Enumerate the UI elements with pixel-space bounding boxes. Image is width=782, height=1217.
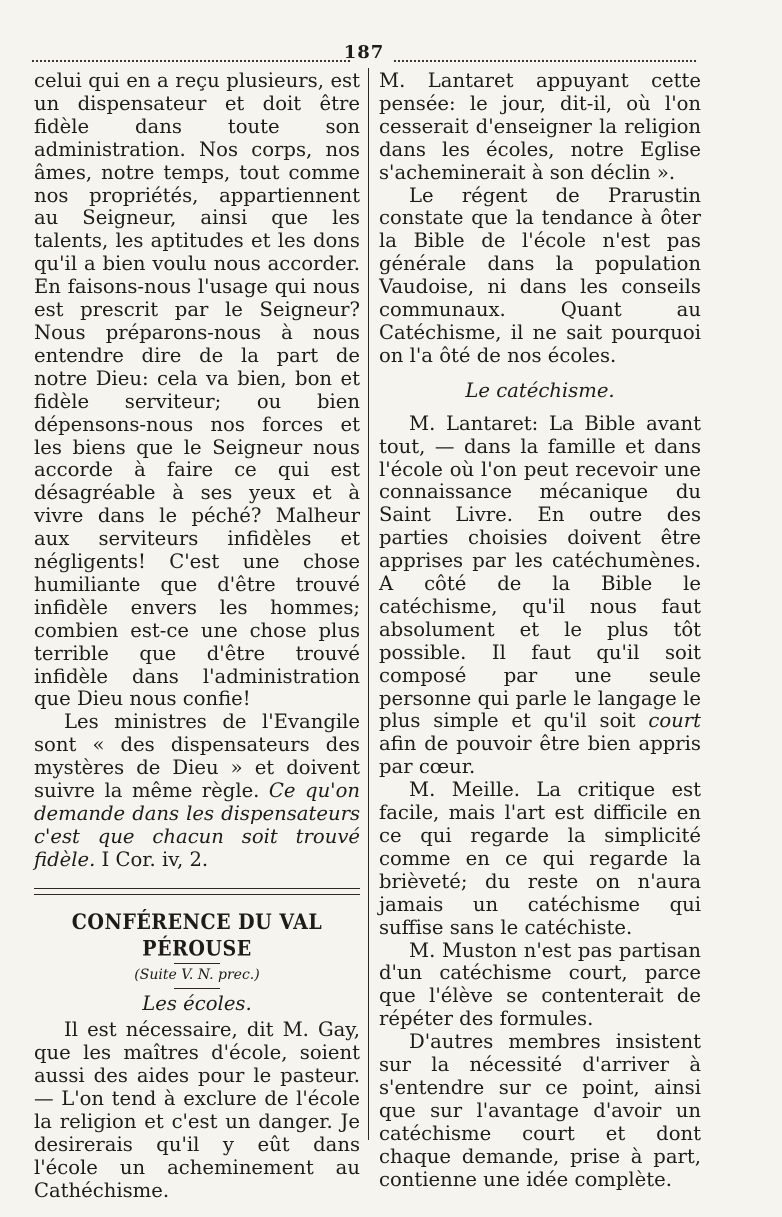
right-column bbox=[379, 70, 701, 1192]
page-number: 187 bbox=[343, 42, 385, 63]
left-column bbox=[34, 70, 360, 1203]
section-rule bbox=[34, 888, 360, 895]
header-ornament-right bbox=[394, 54, 696, 62]
right-paragraph-4: M. Meille. La critique est facile, mais l'art est difficile en ce qui regarde la simplicité comme en ce qui regarde la brièveté; du reste on n'aura jamais un catéchisme qui suffise sans le catéchiste. bbox=[379, 778, 701, 939]
left-paragraph-2-text: Les ministres de l'Evangile sont « des dispensateurs des mystères de Dieu » et doivent suivre la même règle. bbox=[34, 710, 360, 803]
subhead-ecoles: Les écoles. bbox=[142, 991, 252, 1015]
right-paragraph-3-emphasis: court bbox=[648, 709, 701, 733]
subhead-catechisme: Le catéchisme. bbox=[465, 378, 615, 402]
right-paragraph-3-text: M. Lantaret: La Bible avant tout, — dans la famille et dans l'école où l'on peut recevoir une connaissance mécanique du Saint Livre. En outre des parties choisies doivent être apprises par les catéchumènes. A côté de la Bible le catéchisme, qu'il nous faut absolument et le plus tôt possible. Il faut qu'il soit composé par une seule personne qui parle le langage le plus simple et qu'il soit bbox=[379, 411, 701, 733]
right-paragraph-6: D'autres membres insistent sur la nécessité d'arriver à s'entendre sur ce point, ainsi que sur l'avantage d'avoir un catéchisme court et dont chaque demande, prise à part, contienne une idée complète. bbox=[379, 1030, 701, 1191]
title-rule bbox=[174, 963, 220, 964]
right-paragraph-1: M. Lantaret appuyant cette pensée: le jour, dit-il, où l'on cesserait d'enseigner la religion dans les écoles, notre Eglise s'acheminerait à son déclin ». bbox=[379, 69, 701, 184]
section-title: CONFÉRENCE DU VAL PÉROUSE bbox=[71, 909, 323, 961]
left-paragraph-1: celui qui en a reçu plusieurs, est un dispensateur et doit être fidèle dans toute son administration. Nos corps, nos âmes, notre temps, tout comme nos propriétés, appartiennent au Seigneur, ainsi que les talents, les aptitudes et les dons qu'il a bien voulu nous accorder. En faisons-nous l'usage qui nous est prescrit par le Seigneur? Nous préparons-nous à nous entendre dire de la part de notre Dieu: cela va bien, bon et fidèle serviteur; ou bien dépensons-nous nos forces et les biens que le Seigneur nous accorde à faire ce qui est désagréable à ses yeux et à vivre dans le péché? Malheur aux serviteurs infidèles et négligents! C'est une chose humiliante que d'être trouvé infidèle envers les hommes; combien est-ce une chose plus terrible que d'être trouvé infidèle dans l'administration que Dieu nous confie! bbox=[34, 69, 360, 711]
right-paragraph-5: M. Muston n'est pas partisan d'un catéchisme court, parce que l'élève se contenterait de répéter des formules. bbox=[379, 938, 701, 1031]
scripture-reference: I Cor. iv, 2. bbox=[101, 847, 209, 871]
left-paragraph-2-quote: Ce qu'on demande dans les dispensateurs c'est que chacun soit trouvé fidèle. bbox=[34, 779, 360, 871]
continuation-note: (Suite V. N. prec.) bbox=[134, 966, 260, 983]
page-header bbox=[32, 40, 696, 66]
right-paragraph-3-end: afin de pouvoir être bien appris par cœur. bbox=[379, 732, 701, 779]
left-paragraph-3: Il est nécessaire, dit M. Gay, que les maîtres d'école, soient aussi des aides pour le pasteur. — L'on tend à exclure de l'école la religion et c'est un danger. Je desirerais qu'il y eût dans l'école un acheminement au Cathéchisme. bbox=[34, 1018, 360, 1202]
right-paragraph-2: Le régent de Prarustin constate que la tendance à ôter la Bible de l'école n'est pas générale dans la population Vaudoise, ni dans les conseils communaux. Quant au Catéchisme, il ne sait pourquoi on l'a ôté de nos écoles. bbox=[379, 183, 701, 367]
right-paragraph-3 bbox=[379, 413, 701, 780]
left-paragraph-2 bbox=[34, 711, 360, 871]
column-divider bbox=[368, 68, 369, 1140]
subtitle-rule bbox=[174, 988, 220, 989]
